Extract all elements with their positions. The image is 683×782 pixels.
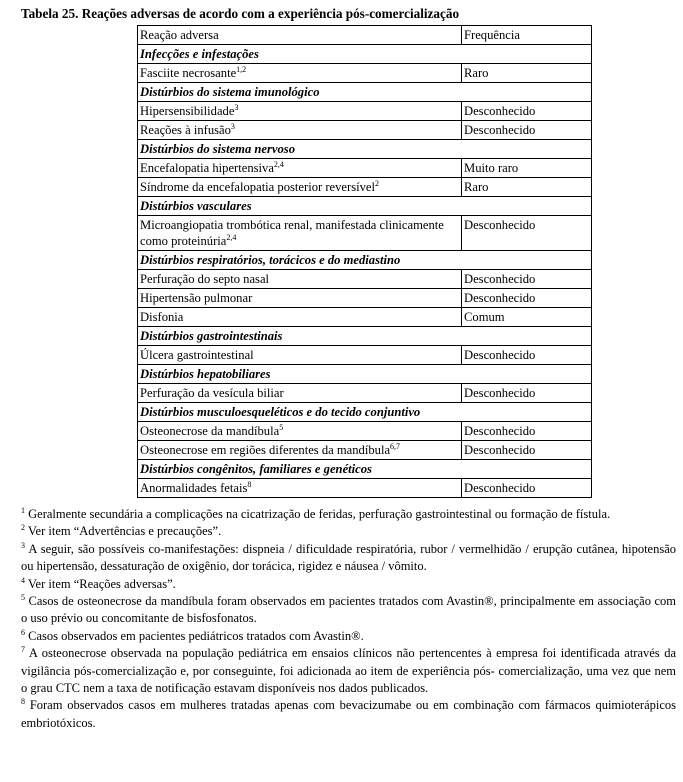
frequency-cell: Muito raro xyxy=(462,159,592,178)
footnote-ref: 6,7 xyxy=(390,442,401,451)
footnote xyxy=(21,506,676,523)
footnote-ref: 1,2 xyxy=(236,65,247,74)
frequency-cell: Desconhecido xyxy=(462,422,592,441)
footnote-text: Ver item “Reações adversas”. xyxy=(27,576,176,591)
category-row xyxy=(138,45,592,64)
reaction-cell xyxy=(138,121,462,140)
frequency-cell: Desconhecido xyxy=(462,270,592,289)
footnote-text: A seguir, são possíveis co-manifestações: dispneia / dificuldade respiratória, rubor / vermelhidão / erupção cutânea, hipotensão ou hipertensão, dessaturação de oxigênio, dor torácica, rigidez e náusea / vômito. xyxy=(21,541,677,574)
reaction-name: Hipertensão pulmonar xyxy=(140,291,253,305)
footnote-number: 8 xyxy=(21,697,25,707)
category-label: Distúrbios do sistema nervoso xyxy=(138,140,592,159)
reaction-cell xyxy=(138,102,462,121)
footnote-text: Casos observados em pacientes pediátricos tratados com Avastin®. xyxy=(28,628,364,643)
footnote-number: 1 xyxy=(21,506,25,515)
table-caption: Tabela 25. Reações adversas de acordo com a experiência pós-comercialização xyxy=(21,6,460,21)
table-row xyxy=(138,216,592,251)
adverse-reactions-table xyxy=(137,25,592,498)
reaction-name: Perfuração da vesícula biliar xyxy=(140,386,284,400)
category-row xyxy=(138,365,592,384)
footnote-number: 4 xyxy=(21,575,25,585)
reaction-name: Fasciite necrosante xyxy=(140,66,237,80)
reaction-name: Úlcera gastrointestinal xyxy=(140,348,254,362)
category-label: Distúrbios do sistema imunológico xyxy=(138,83,592,102)
reaction-cell xyxy=(138,159,462,178)
footnote xyxy=(21,628,676,645)
reaction-name: Encefalopatia hipertensiva xyxy=(140,161,274,175)
footnote xyxy=(21,593,676,628)
reaction-cell xyxy=(138,384,462,403)
footnote-ref: 5 xyxy=(279,423,284,432)
reaction-cell xyxy=(138,64,462,83)
category-label: Distúrbios musculoesqueléticos e do tecido conjuntivo xyxy=(138,403,592,422)
header-reaction: Reação adversa xyxy=(138,26,462,45)
footnote-number: 5 xyxy=(21,593,25,603)
category-label: Distúrbios vasculares xyxy=(138,197,592,216)
footnote-ref: 8 xyxy=(247,480,252,489)
header-frequency: Frequência xyxy=(462,26,592,45)
footnote-text: Ver item “Advertências e precauções”. xyxy=(27,524,222,539)
footnote xyxy=(21,645,676,697)
frequency-cell: Desconhecido xyxy=(462,384,592,403)
category-label: Distúrbios gastrointestinais xyxy=(138,327,592,346)
table-header-row xyxy=(138,26,592,45)
category-row xyxy=(138,327,592,346)
footnote-number: 2 xyxy=(21,523,25,533)
table-row xyxy=(138,289,592,308)
footnote-text: Casos de osteonecrose da mandíbula foram observados em pacientes tratados com Avastin®, principalmente em associação com o uso prévio ou concomitante de bisfosfonatos. xyxy=(21,594,677,626)
table-row xyxy=(138,121,592,140)
table-row xyxy=(138,384,592,403)
frequency-cell: Comum xyxy=(462,308,592,327)
footnote xyxy=(21,541,676,576)
table-row xyxy=(138,422,592,441)
reaction-cell xyxy=(138,441,462,460)
footnote xyxy=(21,523,676,540)
reaction-name: Síndrome da encefalopatia posterior reversível xyxy=(140,180,375,194)
footnote-text: Geralmente secundária a complicações na cicatrização de feridas, perfuração gastrointestinal ou formação de fístula. xyxy=(28,507,611,521)
table-row xyxy=(138,159,592,178)
category-label: Distúrbios respiratórios, torácicos e do mediastino xyxy=(138,251,592,270)
footnote-text: Foram observados casos em mulheres tratadas apenas com bevacizumabe ou em combinação com fármacos quimioterápicos embriotóxicos. xyxy=(21,698,676,730)
frequency-cell: Desconhecido xyxy=(462,346,592,365)
frequency-cell: Desconhecido xyxy=(462,216,592,251)
footnote xyxy=(21,697,676,732)
reaction-name: Disfonia xyxy=(140,310,184,324)
table-row xyxy=(138,479,592,498)
footnote-number: 3 xyxy=(21,540,25,550)
reaction-cell xyxy=(138,216,462,251)
category-row xyxy=(138,197,592,216)
footnote xyxy=(21,576,676,593)
table-row xyxy=(138,270,592,289)
footnote-text: A osteonecrose observada na população pediátrica em ensaios clínicos não pertencentes à empresa foi identificada através da vigilância pós-comercialização e, por conseguinte, foi adicionada ao item de experiência pós- comercialização, uma vez que nem o grau CTC nem a taxa de notificação estavam disponíveis nos dados publicados. xyxy=(21,646,677,696)
footnote-number: 6 xyxy=(21,627,25,637)
reaction-cell xyxy=(138,308,462,327)
reaction-cell xyxy=(138,346,462,365)
table-row xyxy=(138,64,592,83)
reaction-name: Microangiopatia trombótica renal, manifestada clinicamente como proteinúria xyxy=(140,218,444,248)
reaction-cell xyxy=(138,270,462,289)
category-label: Distúrbios congênitos, familiares e genéticos xyxy=(138,460,592,479)
reaction-name: Osteonecrose em regiões diferentes da mandíbula xyxy=(140,443,391,457)
table-row xyxy=(138,308,592,327)
reaction-cell xyxy=(138,178,462,197)
category-label: Distúrbios hepatobiliares xyxy=(138,365,592,384)
frequency-cell: Desconhecido xyxy=(462,289,592,308)
footnote-ref: 2 xyxy=(375,179,379,188)
reaction-name: Perfuração do septo nasal xyxy=(140,272,270,286)
category-row xyxy=(138,140,592,159)
frequency-cell: Raro xyxy=(462,64,592,83)
category-row xyxy=(138,403,592,422)
reaction-name: Hipersensibilidade xyxy=(140,104,235,118)
frequency-cell: Raro xyxy=(462,178,592,197)
frequency-cell: Desconhecido xyxy=(462,441,592,460)
footnotes xyxy=(21,506,676,732)
category-row xyxy=(138,251,592,270)
reaction-cell xyxy=(138,479,462,498)
table-row xyxy=(138,178,592,197)
frequency-cell: Desconhecido xyxy=(462,102,592,121)
table-row xyxy=(138,102,592,121)
reaction-name: Osteonecrose da mandíbula xyxy=(140,424,280,438)
footnote-ref: 2,4 xyxy=(226,233,237,242)
frequency-cell: Desconhecido xyxy=(462,121,592,140)
footnote-ref: 3 xyxy=(234,103,239,112)
reaction-name: Reações à infusão xyxy=(140,123,231,137)
reaction-cell xyxy=(138,422,462,441)
frequency-cell: Desconhecido xyxy=(462,479,592,498)
category-label: Infecções e infestações xyxy=(138,45,592,64)
category-row xyxy=(138,460,592,479)
reaction-name: Anormalidades fetais xyxy=(140,481,248,495)
footnote-ref: 2,4 xyxy=(273,160,284,169)
footnote-number: 7 xyxy=(21,645,25,655)
category-row xyxy=(138,83,592,102)
reaction-cell xyxy=(138,289,462,308)
table-row xyxy=(138,346,592,365)
footnote-ref: 3 xyxy=(230,122,235,131)
table-row xyxy=(138,441,592,460)
